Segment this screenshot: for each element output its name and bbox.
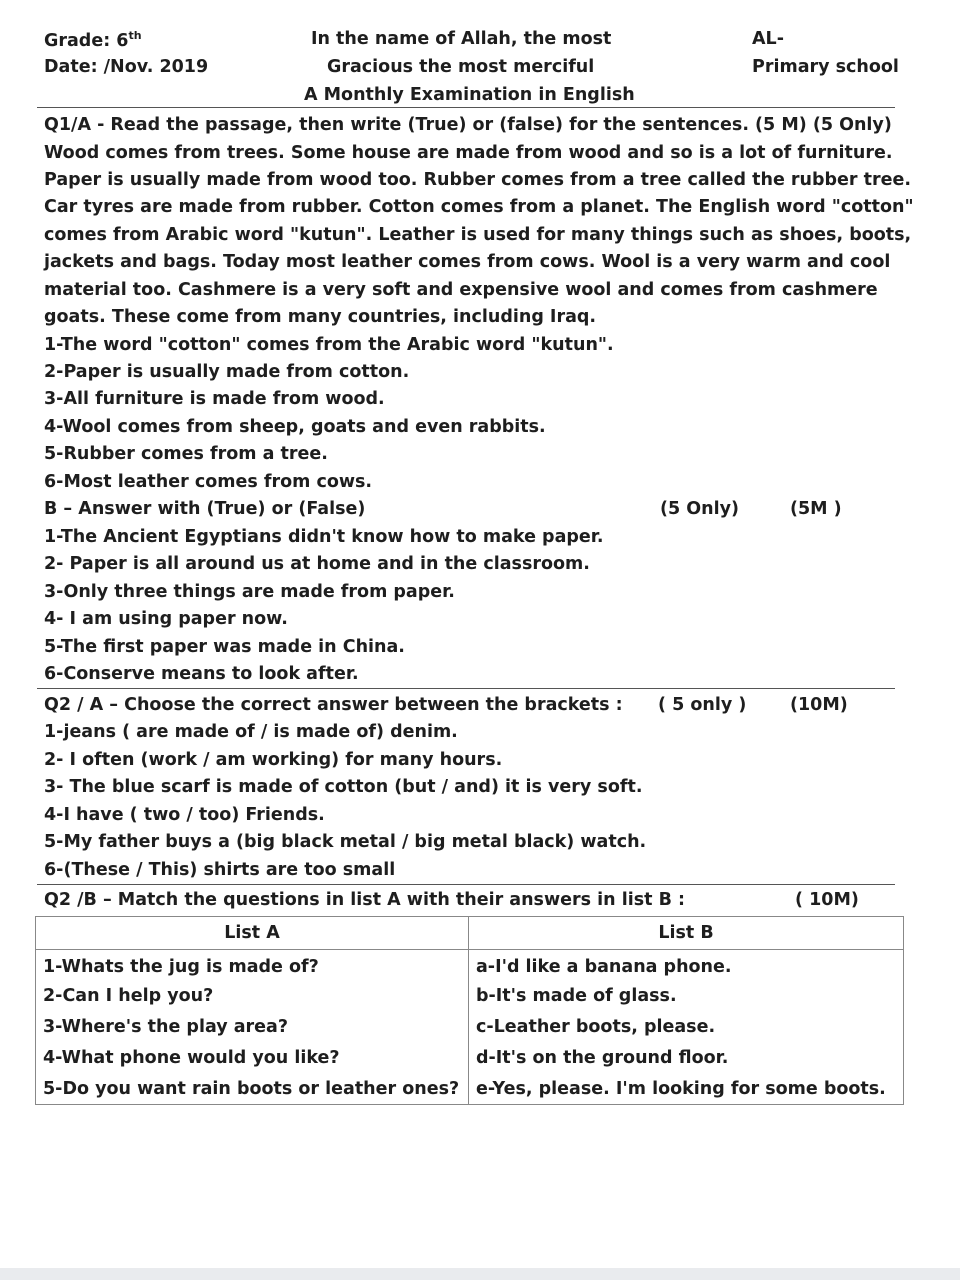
q2a-marks: (10M) <box>790 695 848 715</box>
q1b-item: 6-Conserve means to look after. <box>44 664 359 684</box>
basmala-line-2: Gracious the most merciful <box>327 57 595 77</box>
q1b-marks: (5M ) <box>790 499 842 519</box>
q2b-heading: Q2 /B – Match the questions in list A with their answers in list B : <box>44 890 685 910</box>
q1a-item: 5-Rubber comes from a tree. <box>44 444 328 464</box>
q2a-item: 5-My father buys a (big black metal / big metal black) watch. <box>44 832 647 852</box>
q1a-item: 1-The word "cotton" comes from the Arabic word "kutun". <box>44 335 614 355</box>
list-b-item: c-Leather boots, please. <box>469 1012 904 1043</box>
table-row <box>36 1012 904 1043</box>
q2a-divider <box>37 884 895 885</box>
table-row <box>36 981 904 1012</box>
q1b-item: 3-Only three things are made from paper. <box>44 582 455 602</box>
q2a-item: 2- I often (work / am working) for many hours. <box>44 750 503 770</box>
q1a-item: 3-All furniture is made from wood. <box>44 389 385 409</box>
page-bottom-edge <box>0 1268 960 1280</box>
passage-line: material too. Cashmere is a very soft and expensive wool and comes from cashmere <box>44 280 878 300</box>
grade-superscript: th <box>128 29 142 42</box>
list-b-item: a-I'd like a banana phone. <box>469 950 904 981</box>
q1b-item: 2- Paper is all around us at home and in the classroom. <box>44 554 590 574</box>
q2a-item: 1-jeans ( are made of / is made of) denim. <box>44 722 458 742</box>
basmala-line-1: In the name of Allah, the most <box>311 29 612 49</box>
q2a-item: 4-I have ( two / too) Friends. <box>44 805 325 825</box>
passage-line: Car tyres are made from rubber. Cotton comes from a planet. The English word "cotton" <box>44 197 914 217</box>
q2a-item: 6-(These / This) shirts are too small <box>44 860 396 880</box>
q2b-marks: ( 10M) <box>795 890 859 910</box>
q1b-only: (5 Only) <box>660 499 740 519</box>
list-b-item: d-It's on the ground floor. <box>469 1043 904 1074</box>
list-b-header: List B <box>469 917 904 950</box>
q1a-item: 2-Paper is usually made from cotton. <box>44 362 410 382</box>
grade-label: Grade: 6th <box>44 29 142 51</box>
q1b-heading: B – Answer with (True) or (False) <box>44 499 366 519</box>
q1a-item: 4-Wool comes from sheep, goats and even rabbits. <box>44 417 546 437</box>
matching-table <box>35 916 904 1105</box>
passage-line: Paper is usually made from wood too. Rubber comes from a tree called the rubber tree. <box>44 170 912 190</box>
exam-title: A Monthly Examination in English <box>304 85 635 105</box>
matching-table-header <box>36 917 904 950</box>
exam-date: Date: /Nov. 2019 <box>44 57 209 77</box>
school-name-line-2: Primary school <box>752 57 899 77</box>
table-row <box>36 1043 904 1074</box>
q1-divider <box>37 688 895 689</box>
passage-line: comes from Arabic word "kutun". Leather is used for many things such as shoes, boots, <box>44 225 912 245</box>
q1b-item: 4- I am using paper now. <box>44 609 288 629</box>
passage-line: jackets and bags. Today most leather comes from cows. Wool is a very warm and cool <box>44 252 891 272</box>
q2a-item: 3- The blue scarf is made of cotton (but / and) it is very soft. <box>44 777 643 797</box>
list-a-item: 1-Whats the jug is made of? <box>36 950 469 981</box>
list-b-item: e-Yes, please. I'm looking for some boots. <box>469 1074 904 1105</box>
q1b-item: 1-The Ancient Egyptians didn't know how to make paper. <box>44 527 604 547</box>
list-a-item: 5-Do you want rain boots or leather ones? <box>36 1074 469 1105</box>
list-a-item: 4-What phone would you like? <box>36 1043 469 1074</box>
passage-line: goats. These come from many countries, including Iraq. <box>44 307 597 327</box>
table-row <box>36 950 904 981</box>
list-a-item: 3-Where's the play area? <box>36 1012 469 1043</box>
list-b-item: b-It's made of glass. <box>469 981 904 1012</box>
list-a-header: List A <box>36 917 469 950</box>
q2a-heading: Q2 / A – Choose the correct answer between the brackets : <box>44 695 623 715</box>
passage-line: Wood comes from trees. Some house are made from wood and so is a lot of furniture. <box>44 143 893 163</box>
school-name-line-1: AL- <box>752 29 784 49</box>
q2a-only: ( 5 only ) <box>658 695 747 715</box>
table-row <box>36 1074 904 1105</box>
q1a-heading: Q1/A - Read the passage, then write (True) or (false) for the sentences. (5 M) (5 Only) <box>44 115 892 135</box>
q1a-item: 6-Most leather comes from cows. <box>44 472 373 492</box>
q1b-item: 5-The first paper was made in China. <box>44 637 405 657</box>
list-a-item: 2-Can I help you? <box>36 981 469 1012</box>
header-divider <box>37 107 895 108</box>
